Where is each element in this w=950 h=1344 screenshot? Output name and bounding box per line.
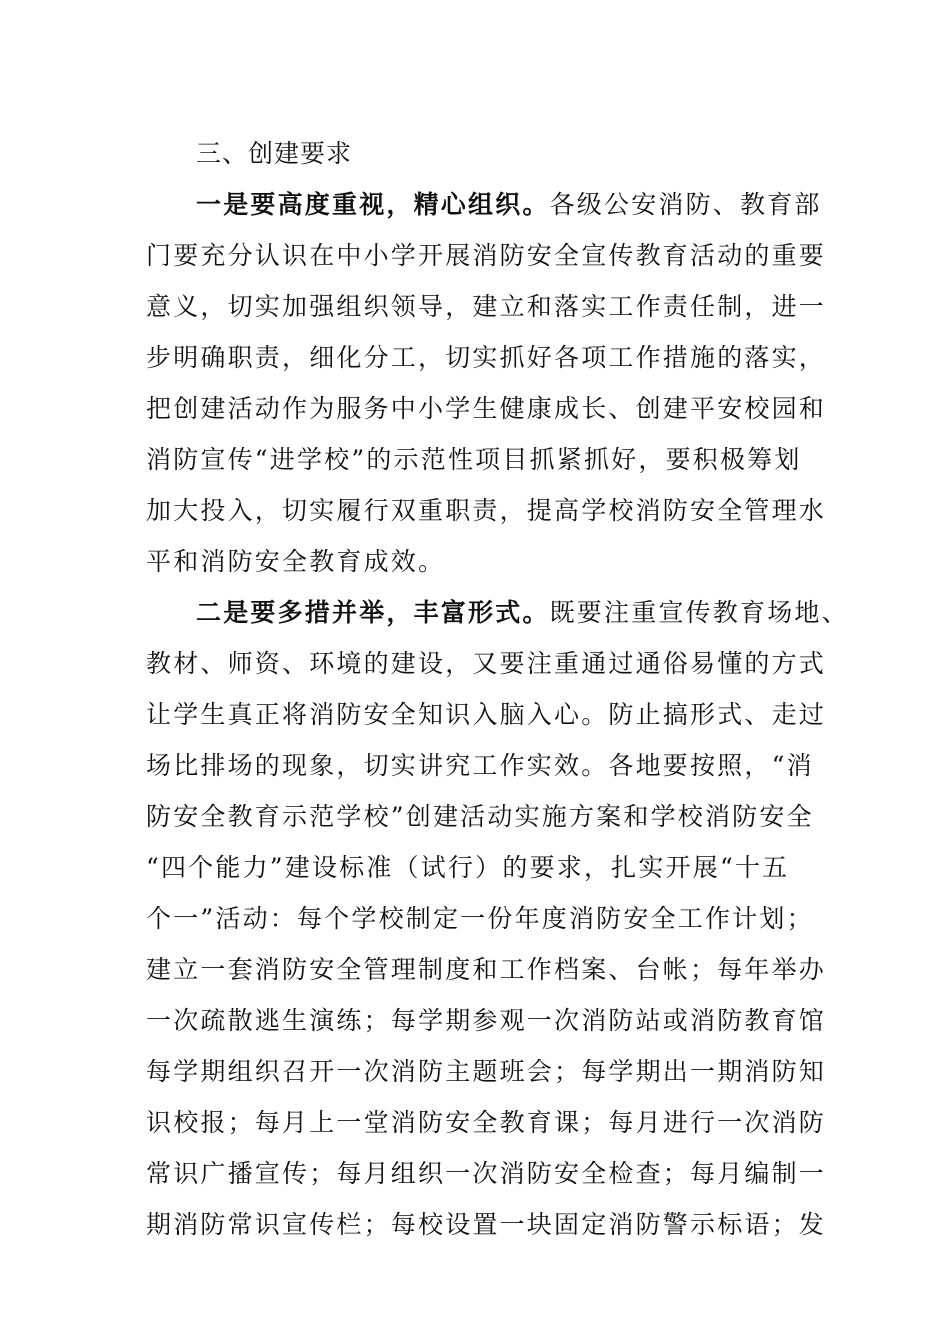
paragraph-1-line: 平和消防安全教育成效。 [146,547,446,576]
document-body [146,128,849,1250]
paragraph-1-line-1-text: 各级公安消防、教育部 [549,190,822,219]
paragraph-1-line: 加大投入，切实履行双重职责，提高学校消防安全管理水 [146,496,827,525]
paragraph-2-line: 个一”活动：每个学校制定一份年度消防安全工作计划； [146,904,814,933]
paragraph-2-line: 常识广播宣传；每月组织一次消防安全检查；每月编制一 [146,1159,827,1188]
paragraph-1-line: 意义，切实加强组织领导，建立和落实工作责任制，进一 [146,292,827,321]
paragraph-1-line: 消防宣传“进学校”的示范性项目抓紧抓好，要积极筹划 [146,445,802,474]
paragraph-2-line: 防安全教育示范学校”创建活动实施方案和学校消防安全 [146,802,814,831]
paragraph-2-line: 场比排场的现象，切实讲究工作实效。各地要按照，“消 [146,751,814,780]
paragraph-2-line: 教材、师资、环境的建设，又要注重通过通俗易懂的方式 [146,649,827,678]
section-heading: 三、创建要求 [196,139,353,168]
paragraph-2-line: 建立一套消防安全管理制度和工作档案、台帐；每年举办 [146,955,827,984]
paragraph-2-line: “四个能力”建设标准（试行）的要求，扎实开展“十五 [146,853,790,882]
paragraph-2-line: 每学期组织召开一次消防主题班会；每学期出一期消防知 [146,1057,827,1086]
paragraph-1-line: 门要充分认识在中小学开展消防安全宣传教育活动的重要 [146,241,827,270]
paragraph-2-line-1 [146,587,849,638]
paragraph-1-line: 步明确职责，细化分工，切实抓好各项工作措施的落实， [146,343,827,372]
paragraph-2-line: 期消防常识宣传栏；每校设置一块固定消防警示标语；发 [146,1210,827,1239]
paragraph-2-lead: 二是要多措并举，丰富形式。 [196,598,550,627]
paragraph-1 [146,179,827,587]
paragraph-2-line: 让学生真正将消防安全知识入脑入心。防止搞形式、走过 [146,700,827,729]
paragraph-1-line: 把创建活动作为服务中小学生健康成长、创建平安校园和 [146,394,827,423]
paragraph-2-line: 识校报；每月上一堂消防安全教育课；每月进行一次消防 [146,1108,827,1137]
paragraph-2 [146,587,849,1250]
paragraph-1-line-1 [146,179,822,230]
paragraph-1-lead: 一是要高度重视，精心组织。 [196,190,550,219]
paragraph-2-line-1-text: 既要注重宣传教育场地、 [549,598,849,627]
paragraph-2-line: 一次疏散逃生演练；每学期参观一次消防站或消防教育馆 [146,1006,827,1035]
